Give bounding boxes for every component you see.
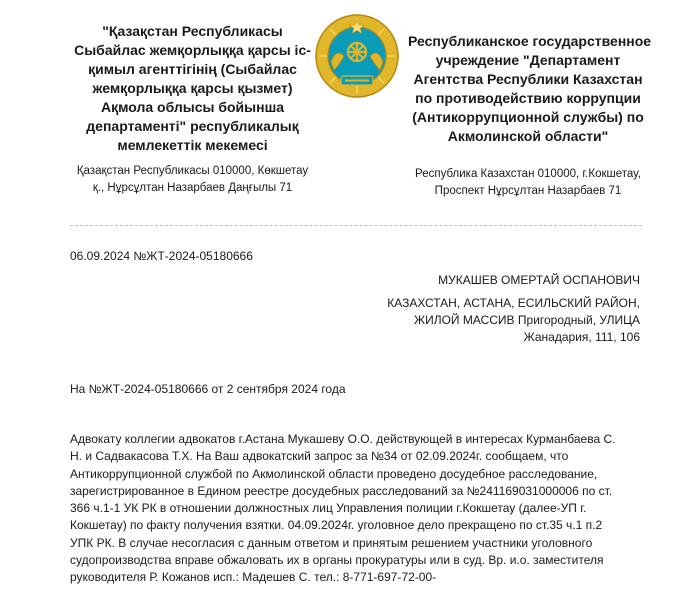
right-organization-name: [408, 32, 652, 146]
body-line: зарегистрированное в Едином реестре досудебных расследований за №241169031000006 по ст.: [70, 483, 613, 498]
body-line: судопроизводства вправе обжаловать их в органы прокуратуры или в суд. Вр. и.о. заместителя: [70, 553, 604, 568]
right-address-line: Республика Казахстан 010000, г.Кокшетау,: [415, 168, 641, 180]
right-address-line: Проспект Нұрсұлтан Назарбаев 71: [434, 185, 622, 197]
recipient-block: [220, 272, 640, 346]
left-address-line: Қазақстан Республикасы 010000, Көкшетау: [76, 165, 309, 177]
right-org-line: (Антикоррупционной службы) по: [412, 109, 644, 125]
left-organization-name: [70, 22, 315, 155]
recipient-address-line: КАЗАХСТАН, АСТАНА, ЕСИЛЬСКИЙ РАЙОН,: [387, 296, 640, 310]
recipient-address-line: ЖИЛОЙ МАССИВ Пригородный, УЛИЦА: [413, 313, 640, 327]
header-divider: [70, 225, 642, 226]
right-org-line: по противодействию коррупции: [415, 90, 641, 106]
reference-line: На №ЖТ-2024-05180666 от 2 сентября 2024 года: [70, 382, 346, 396]
left-org-line: мемлекеттік мекемесі: [117, 137, 268, 153]
letter-body: [70, 431, 650, 587]
left-organization-address: [70, 163, 315, 197]
right-org-line: Агентства Республики Казахстан: [413, 71, 643, 87]
right-org-line: Акмолинской области": [447, 128, 609, 144]
body-line: Кокшетау) по факту получения взятки. 04.09.2024г. уголовное дело прекращено по ст.35 ч.1 п.2: [70, 518, 603, 533]
state-emblem-icon: [314, 12, 400, 100]
left-org-line: департаменті" республикалық: [86, 118, 299, 134]
left-org-line: Сыбайлас жемқорлыққа қарсы іс-: [74, 42, 311, 58]
right-org-line: Республиканское государственное: [408, 33, 652, 49]
document-date-number: 06.09.2024 №ЖТ-2024-05180666: [70, 249, 253, 263]
right-org-line: учреждение "Департамент: [435, 52, 621, 68]
recipient-name: МУКАШЕВ ОМЕРТАЙ ОСПАНОВИЧ: [438, 273, 640, 287]
left-address-line: қ., Нұрсұлтан Назарбаев Даңғылы 71: [92, 182, 293, 194]
body-line: УПК РК. В случае несогласия с данным ответом и принятым решением участники уголовного: [70, 535, 593, 550]
body-line: 366 ч.1-1 УК РК в отношении должностных лиц Управления полиции г.Кокшетау (далее-УП г.: [70, 501, 587, 516]
left-org-line: жемқорлыққа қарсы қызмет): [92, 80, 293, 96]
left-org-line: Ақмола облысы бойынша: [100, 99, 285, 115]
body-line: Н. и Садвакасова Т.Х. На Ваш адвокатский запрос за №34 от 02.09.2024г. сообщаем, что: [70, 449, 569, 464]
body-line: Адвокату коллегии адвокатов г.Астана Мукашеву О.О. действующей в интересах Курманбаева С.: [70, 432, 616, 446]
left-org-line: "Қазақстан Республикасы: [102, 23, 283, 39]
right-organization-address: [408, 166, 648, 200]
body-line: руководителя Р. Кожанов исп.: Мадешев С. тел.: 8-771-697-72-00-: [70, 570, 437, 585]
left-org-line: қимыл агенттігінің (Сыбайлас: [88, 61, 297, 77]
body-line: Антикоррупционной службой по Акмолинской области проведено досудебное расследование,: [70, 466, 598, 481]
recipient-address-line: Жанадария, 111, 106: [523, 330, 640, 344]
